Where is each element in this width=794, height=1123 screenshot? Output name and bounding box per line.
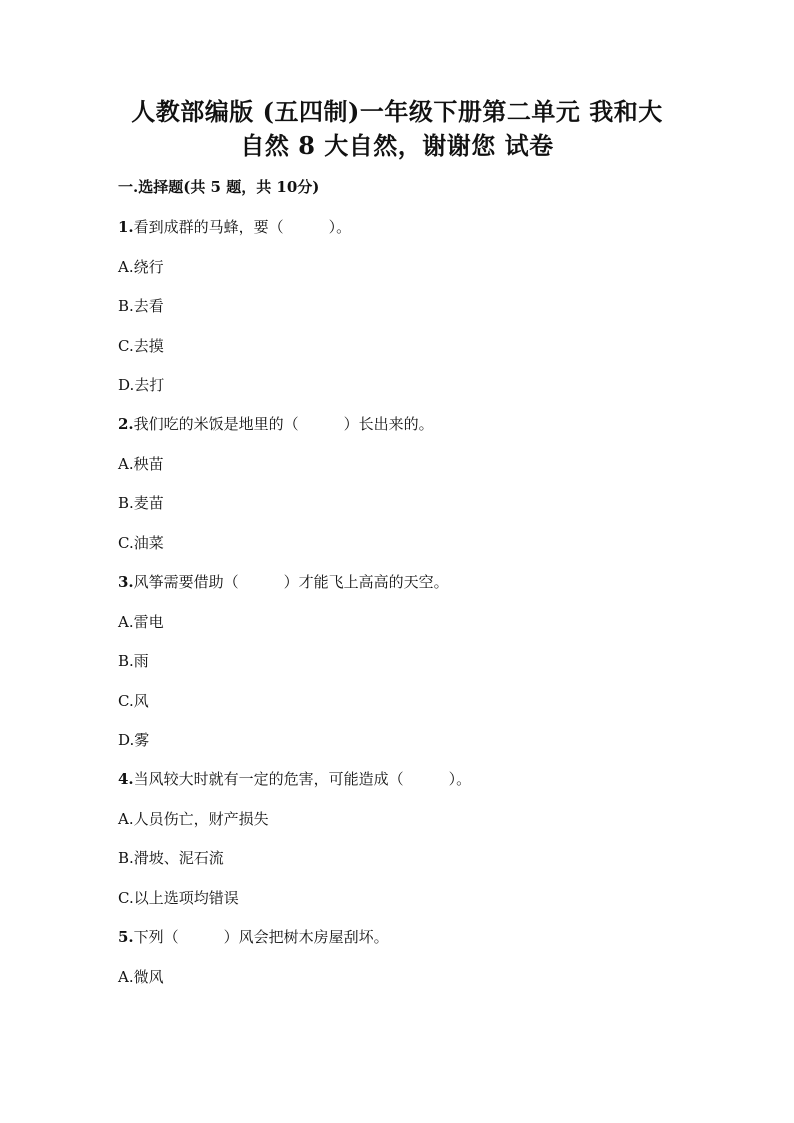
option-4a: A.人员伤亡，财产损失 (118, 810, 269, 828)
option-2a: A.秧苗 (118, 455, 164, 473)
option-3c: C.风 (118, 692, 149, 710)
option-1c: C.去摸 (118, 337, 164, 355)
option-1a: A.绕行 (118, 258, 164, 276)
option-2b: B.麦苗 (118, 494, 164, 512)
question-number: 4. (118, 770, 134, 788)
question-1 (118, 216, 351, 238)
question-number: 2. (118, 415, 134, 433)
question-number: 3. (118, 573, 134, 591)
question-4 (118, 768, 471, 790)
question-text: 我们吃的米饭是地里的（ ）长出来的。 (133, 415, 434, 433)
option-3d: D.雾 (118, 731, 150, 749)
option-4c: C.以上选项均错误 (118, 889, 239, 907)
question-2 (118, 413, 434, 435)
question-text: 风筝需要借助（ ）才能飞上高高的天空。 (133, 573, 449, 591)
document-title-line-1: 人教部编版 (五四制)一年级下册第二单元 我和大 (131, 97, 663, 126)
option-4b: B.滑坡、泥石流 (118, 849, 224, 867)
question-number: 5. (118, 928, 134, 946)
question-text: 下列（ ）风会把树木房屋刮坏。 (133, 928, 389, 946)
option-1b: B.去看 (118, 297, 164, 315)
question-5 (118, 926, 389, 948)
document-title-line-2: 自然 8 大自然，谢谢您 试卷 (240, 131, 554, 160)
option-1d: D.去打 (118, 376, 165, 394)
question-text: 看到成群的马蜂，要（ ）。 (133, 218, 352, 236)
question-text: 当风较大时就有一定的危害，可能造成（ ）。 (133, 770, 472, 788)
section-heading: 一.选择题(共 5 题，共 10分) (118, 178, 320, 196)
option-5a: A.微风 (118, 968, 164, 986)
option-3b: B.雨 (118, 652, 149, 670)
option-3a: A.雷电 (118, 613, 164, 631)
question-3 (118, 571, 449, 593)
question-number: 1. (118, 218, 134, 236)
option-2c: C.油菜 (118, 534, 164, 552)
